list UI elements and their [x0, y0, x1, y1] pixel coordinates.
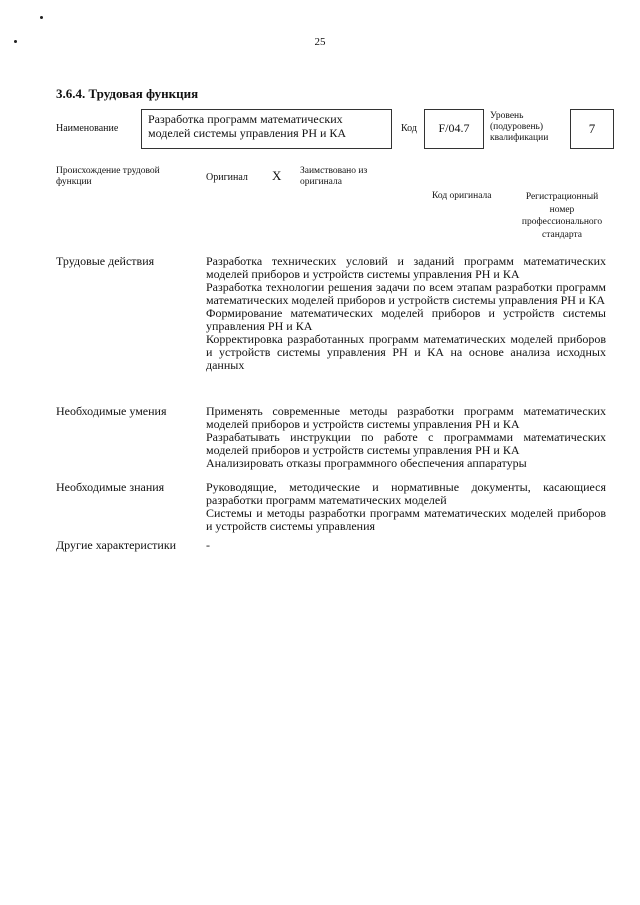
- labor-actions-list: [206, 255, 606, 372]
- list-item: Разрабатывать инструкции по работе с программами математических моделей приборов и устройств системы управления РН и КА: [206, 430, 606, 457]
- section-title: 3.6.4. Трудовая функция: [56, 86, 199, 101]
- other-characteristics-label: Другие характеристики: [56, 538, 177, 552]
- list-item: -: [206, 538, 210, 552]
- required-skills-label: Необходимые умения: [56, 404, 167, 418]
- name-label: Наименование: [56, 123, 119, 134]
- reg-number-label: Регистрационный номер профессионального стандарта: [521, 192, 603, 240]
- required-knowledge-label: Необходимые знания: [56, 480, 165, 494]
- name-value: Разработка программ математических моделей системы управления РН и КА: [148, 112, 347, 140]
- list-item: Разработка технологии решения задачи по всем этапам разработки программ математических моделей приборов и устройств системы управления РН и КА: [206, 280, 606, 307]
- list-item: Применять современные методы разработки программ математических моделей приборов и устройств системы управления РН и КА: [206, 404, 606, 431]
- scan-speck: [40, 16, 43, 19]
- list-item: Руководящие, методические и нормативные документы, касающиеся разработки программ математических моделей: [206, 480, 606, 507]
- code-original-label: Код оригинала: [432, 191, 492, 201]
- other-characteristics-list: [206, 539, 606, 552]
- labor-actions-label: Трудовые действия: [56, 254, 155, 268]
- list-item: Формирование математических моделей приборов и устройств системы управления РН и КА: [206, 306, 606, 333]
- level-value: 7: [588, 121, 596, 136]
- required-knowledge-list: [206, 481, 606, 533]
- code-label: Код: [401, 123, 417, 134]
- list-item: Разработка технических условий и заданий программ математических моделей приборов и устройств системы управления РН и КА: [206, 254, 606, 281]
- level-value-box: [570, 109, 614, 149]
- code-value: F/04.7: [438, 121, 470, 135]
- required-skills-list: [206, 405, 606, 470]
- name-value-box: [141, 109, 392, 149]
- page-number: 25: [314, 36, 326, 48]
- list-item: Системы и методы разработки программ математических моделей приборов и устройств системы управления: [206, 506, 606, 533]
- original-label: Оригинал: [206, 172, 248, 183]
- borrowed-label: Заимствовано из оригинала: [300, 166, 368, 187]
- original-mark: X: [272, 168, 282, 183]
- level-label: Уровень (подуровень) квалификации: [490, 111, 549, 143]
- code-value-box: [424, 109, 484, 149]
- list-item: Анализировать отказы программного обеспечения аппаратуры: [206, 456, 527, 470]
- origin-label: Происхождение трудовой функции: [56, 166, 160, 187]
- list-item: Корректировка разработанных программ математических моделей приборов и устройств системы управления РН и КА на основе анализа исходных данных: [206, 332, 606, 372]
